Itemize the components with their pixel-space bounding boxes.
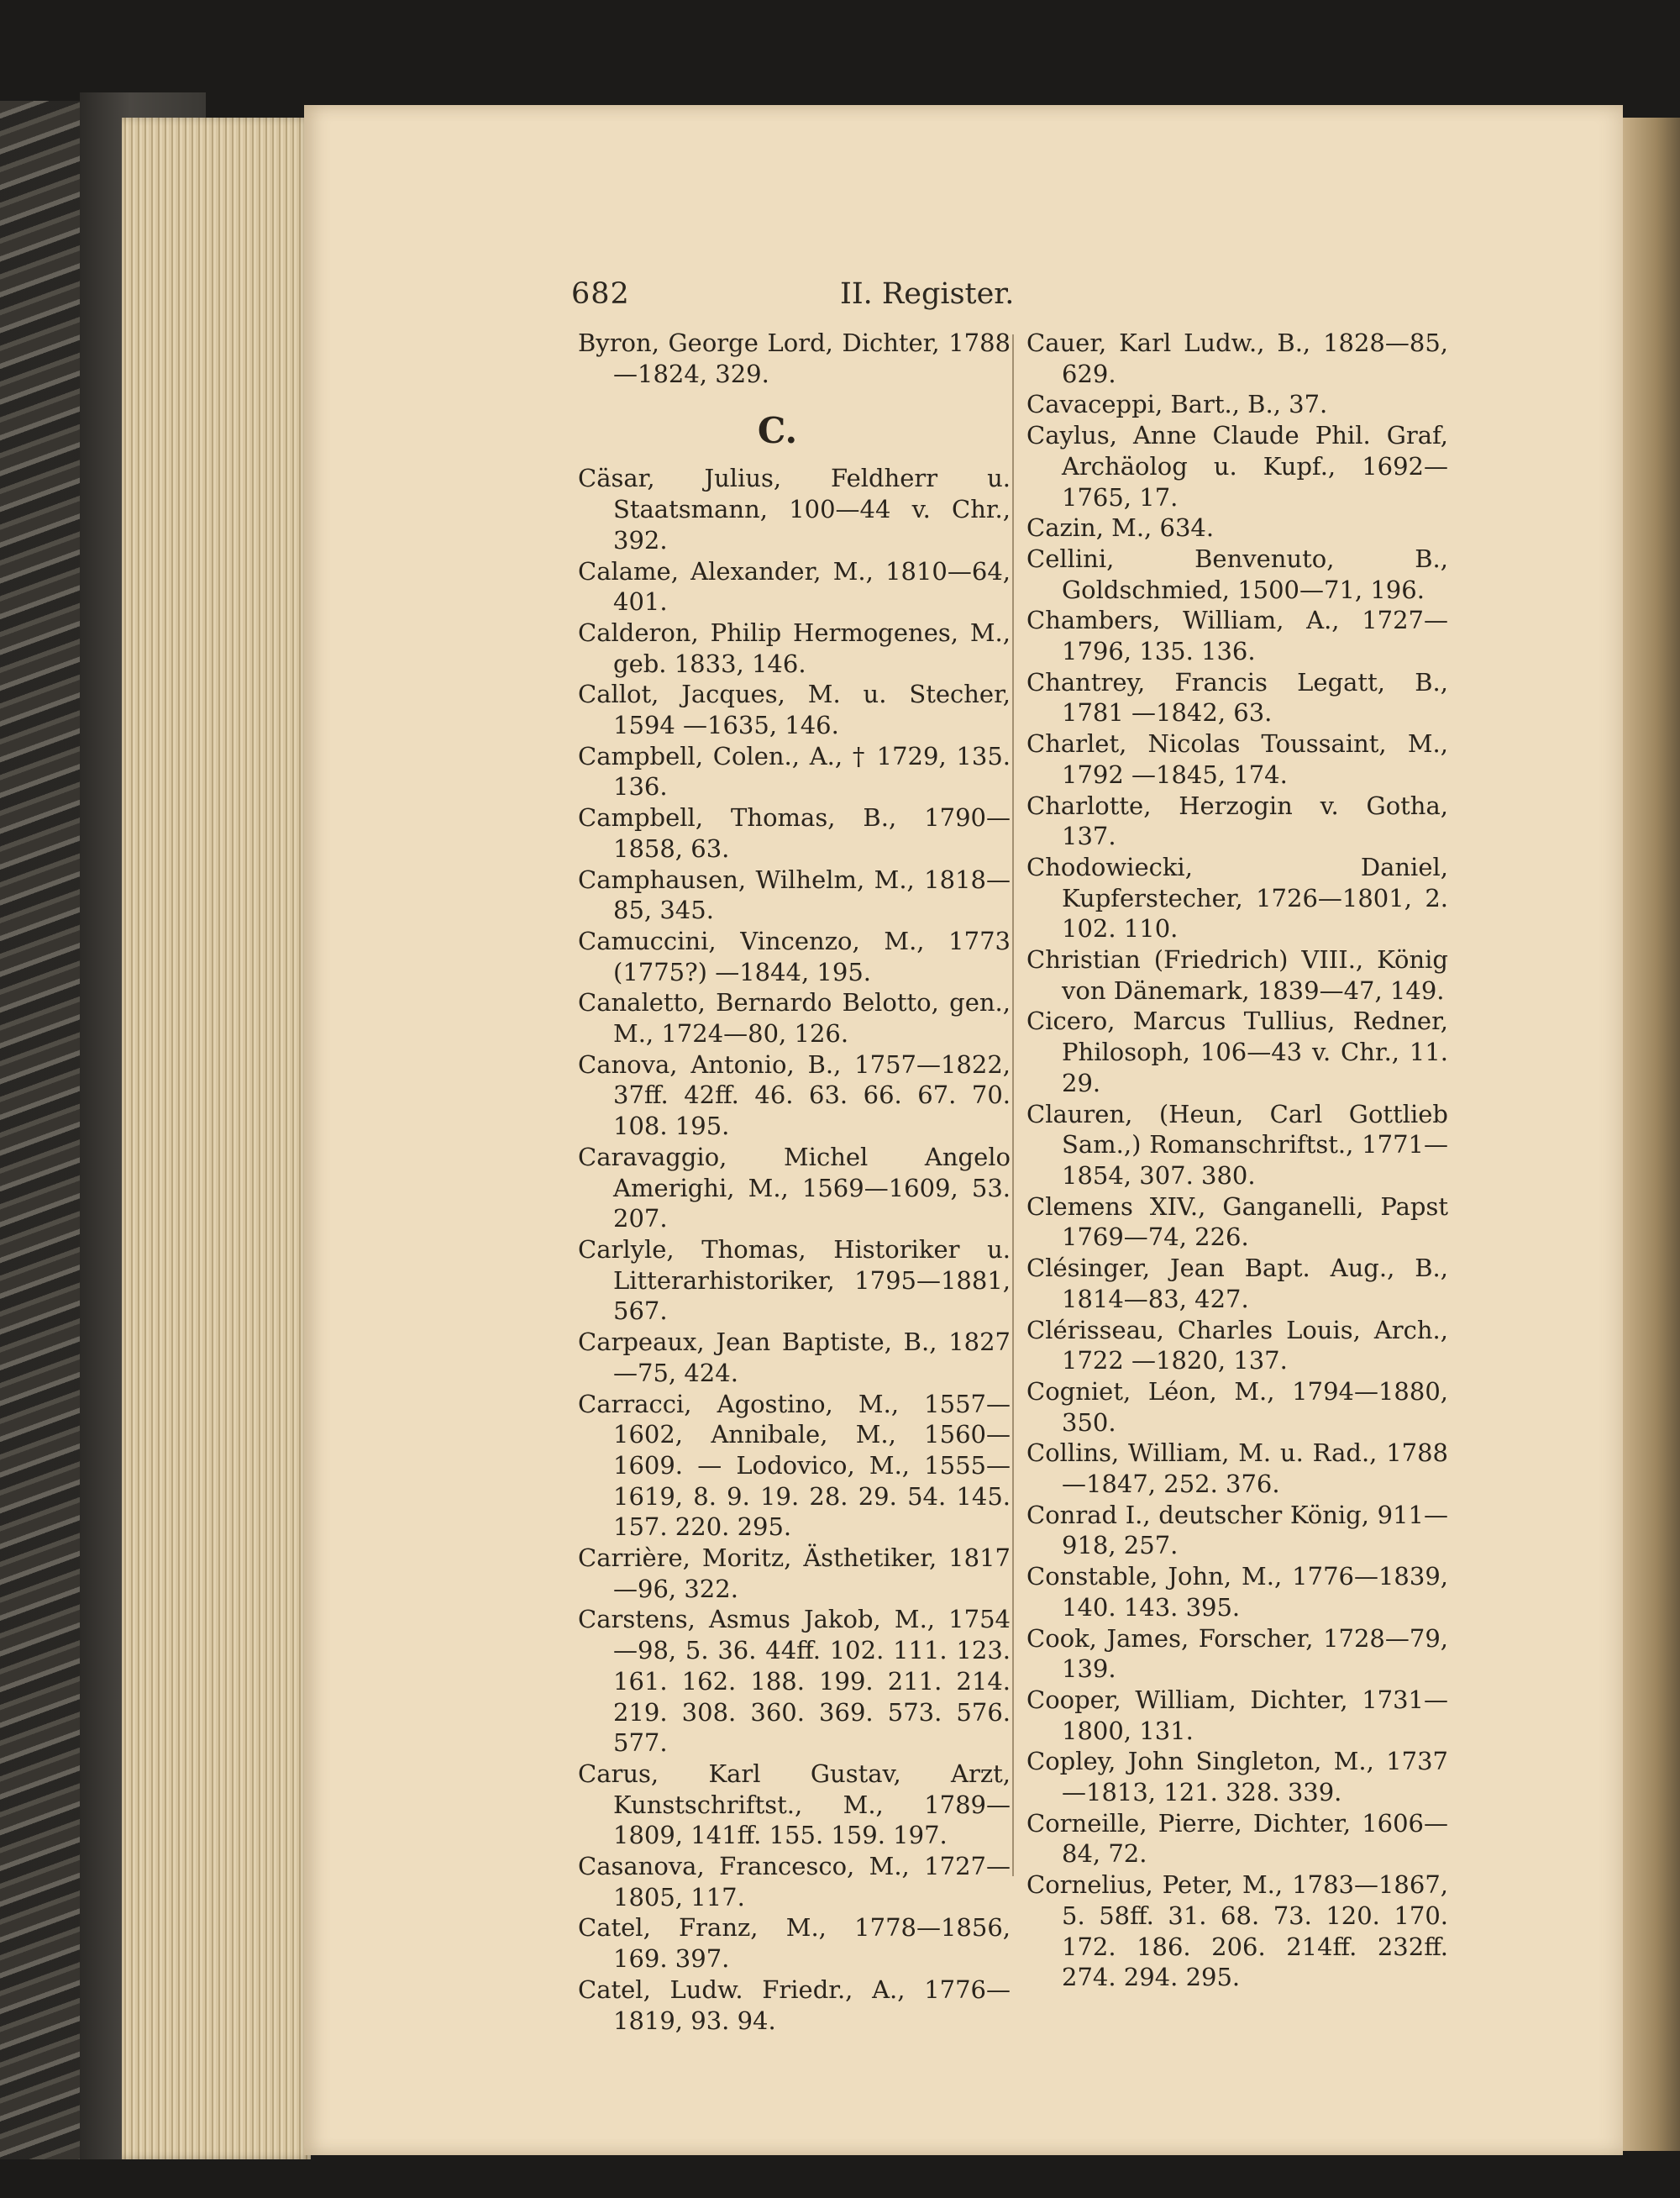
register-entry: Camuccini, Vincenzo, M., 1773 (1775?) —1844, 195. bbox=[578, 926, 1011, 986]
register-entry: Cellini, Benvenuto, B., Goldschmied, 1500—71, 196. bbox=[1026, 544, 1448, 604]
register-entry: Carpeaux, Jean Baptiste, B., 1827 —75, 424. bbox=[578, 1328, 1011, 1387]
register-entry: Byron, George Lord, Dichter, 1788—1824, 329. bbox=[578, 329, 1011, 388]
register-entry: Chodowiecki, Daniel, Kupferstecher, 1726—1801, 2. 102. 110. bbox=[1026, 852, 1448, 944]
register-entry: Catel, Franz, M., 1778—1856, 169. 397. bbox=[578, 1913, 1011, 1974]
register-entry: Copley, John Singleton, M., 1737 —1813, 121. 328. 339. bbox=[1026, 1747, 1448, 1807]
register-entry: Canaletto, Bernardo Belotto, gen., M., 1724—80, 126. bbox=[578, 988, 1011, 1049]
page-number: 682 bbox=[571, 277, 630, 311]
column-divider bbox=[1012, 334, 1014, 1876]
register-entry: Carracci, Agostino, M., 1557—1602, Annibale, M., 1560—1609. — Lodovico, M., 1555—1619, 8. 9. 19. 28. 29. 54. 145. 157. 220. 295. bbox=[578, 1389, 1011, 1542]
register-entry: Clemens XIV., Ganganelli, Papst 1769—74, 226. bbox=[1026, 1191, 1448, 1252]
register-entry: Collins, William, M. u. Rad., 1788 —1847, 252. 376. bbox=[1026, 1438, 1448, 1499]
register-entry: Caravaggio, Michel Angelo Amerighi, M., 1569—1609, 53. 207. bbox=[578, 1142, 1011, 1233]
register-column-right bbox=[1026, 328, 1448, 1993]
register-entry: Clérisseau, Charles Louis, Arch., 1722 —1820, 137. bbox=[1026, 1315, 1448, 1375]
running-head: II. Register. bbox=[840, 277, 1015, 311]
register-entry: Carlyle, Thomas, Historiker u. Litterarhistoriker, 1795—1881, 567. bbox=[578, 1234, 1011, 1326]
register-entry: Cäsar, Julius, Feldherr u. Staatsmann, 100—44 v. Chr., 392. bbox=[578, 464, 1011, 555]
register-entry: Canova, Antonio, B., 1757—1822, 37ff. 42ff. 46. 63. 66. 67. 70. 108. 195. bbox=[578, 1049, 1011, 1141]
register-entry: Campbell, Colen., A., † 1729, 135. 136. bbox=[578, 741, 1011, 802]
register-entry: Conrad I., deutscher König, 911—918, 257. bbox=[1026, 1500, 1448, 1560]
register-entry: Christian (Friedrich) VIII., König von Dänemark, 1839—47, 149. bbox=[1026, 945, 1448, 1005]
register-column-left bbox=[578, 328, 1011, 2036]
register-entry: Chambers, William, A., 1727—1796, 135. 136. bbox=[1026, 606, 1448, 666]
register-entry: Charlet, Nicolas Toussaint, M., 1792 —1845, 174. bbox=[1026, 729, 1448, 789]
register-entry: Constable, John, M., 1776—1839, 140. 143. 395. bbox=[1026, 1562, 1448, 1622]
register-entry: Cornelius, Peter, M., 1783—1867, 5. 58ff. 31. 68. 73. 120. 170. 172. 186. 206. 214ff. 232ff. 274. 294. 295. bbox=[1026, 1870, 1448, 1992]
register-entry: Catel, Ludw. Friedr., A., 1776—1819, 93. 94. bbox=[578, 1975, 1011, 2035]
register-entry: Cauer, Karl Ludw., B., 1828—85, 629. bbox=[1026, 329, 1448, 388]
register-entry: Cavaceppi, Bart., B., 37. bbox=[1026, 390, 1328, 419]
register-entry: Campbell, Thomas, B., 1790—1858, 63. bbox=[578, 803, 1011, 863]
register-entry: Calderon, Philip Hermogenes, M., geb. 1833, 146. bbox=[578, 618, 1011, 678]
register-entry: Clauren, (Heun, Carl Gottlieb Sam.,) Romanschriftst., 1771—1854, 307. 380. bbox=[1026, 1099, 1448, 1190]
register-entry: Cooper, William, Dichter, 1731—1800, 131. bbox=[1026, 1685, 1448, 1745]
register-entry: Camphausen, Wilhelm, M., 1818—85, 345. bbox=[578, 865, 1011, 925]
section-letter-heading: C. bbox=[757, 410, 798, 452]
register-entry: Casanova, Francesco, M., 1727—1805, 117. bbox=[578, 1852, 1011, 1911]
register-entry: Caylus, Anne Claude Phil. Graf, Archäolog u. Kupf., 1692—1765, 17. bbox=[1026, 421, 1448, 512]
register-entry: Calame, Alexander, M., 1810—64, 401. bbox=[578, 556, 1011, 617]
register-entry: Carus, Karl Gustav, Arzt, Kunstschriftst., M., 1789—1809, 141ff. 155. 159. 197. bbox=[578, 1759, 1011, 1850]
register-entry: Carstens, Asmus Jakob, M., 1754—98, 5. 36. 44ff. 102. 111. 123. 161. 162. 188. 199. 211. 214. 219. 308. 360. 369. 573. 576. 577. bbox=[578, 1605, 1011, 1758]
register-entry: Charlotte, Herzogin v. Gotha, 137. bbox=[1026, 791, 1448, 851]
register-entry: Cook, James, Forscher, 1728—79, 139. bbox=[1026, 1623, 1448, 1684]
register-entry: Callot, Jacques, M. u. Stecher, 1594 —1635, 146. bbox=[578, 680, 1011, 740]
register-entry: Chantrey, Francis Legatt, B., 1781 —1842, 63. bbox=[1026, 667, 1448, 728]
register-entry: Cazin, M., 634. bbox=[1026, 513, 1215, 543]
register-entry: Cicero, Marcus Tullius, Redner, Philosoph, 106—43 v. Chr., 11. 29. bbox=[1026, 1007, 1448, 1097]
facing-page-edge bbox=[1621, 118, 1680, 2151]
register-entry: Clésinger, Jean Bapt. Aug., B., 1814—83, 427. bbox=[1026, 1254, 1448, 1313]
register-entry: Cogniet, Léon, M., 1794—1880, 350. bbox=[1026, 1376, 1448, 1437]
register-entry: Carrière, Moritz, Ästhetiker, 1817—96, 322. bbox=[578, 1543, 1011, 1603]
register-entry: Corneille, Pierre, Dichter, 1606—84, 72. bbox=[1026, 1808, 1448, 1869]
page-edges-stack bbox=[122, 118, 311, 2159]
